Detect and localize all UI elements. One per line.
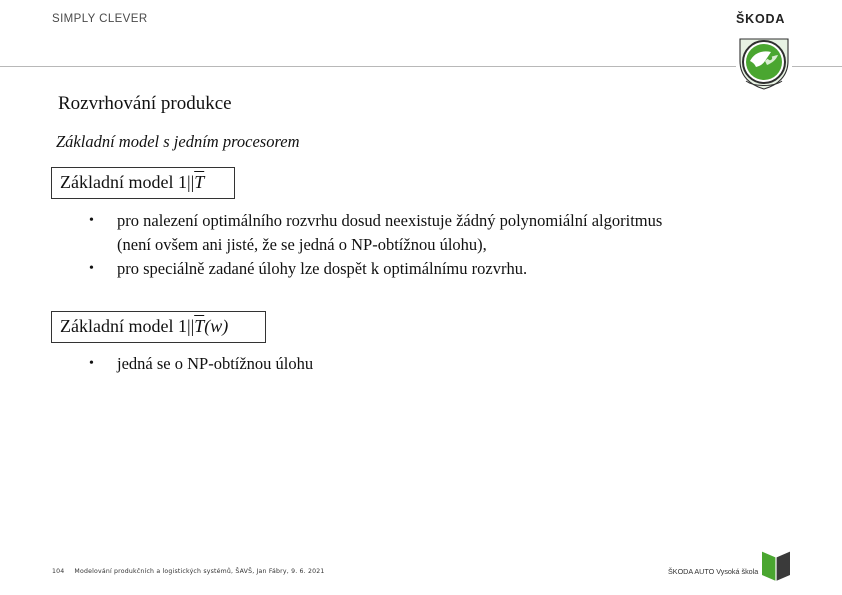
footer-citation-text: Modelování produkčních a logistických systémů, ŠAVŠ, Jan Fábry, 9. 6. 2021 (74, 568, 325, 575)
model-box-2-prefix: Základní model 1|| (60, 316, 195, 336)
bullet-list-2 (0, 352, 313, 376)
bullet-item-2 (0, 257, 662, 281)
bullet-dot-2: • (89, 261, 94, 276)
model-box-1-prefix: Základní model 1|| (60, 172, 195, 192)
skoda-wordmark: ŠKODA (736, 12, 786, 26)
footer-logo (758, 549, 794, 583)
bullet-dot-1: • (89, 213, 94, 228)
model-box-2-symbol: $\overline{T}$ (194, 316, 205, 336)
bullet-item-3 (0, 352, 313, 376)
bullet-item-1-line-2: (není ovšem ani jisté, že se jedná o NP-obtížnou úlohu), (117, 235, 487, 254)
bullet-list-1 (0, 209, 662, 281)
model-box-2 (51, 311, 266, 343)
header-divider (0, 66, 842, 67)
bullet-item-3-line-1: jedná se o NP-obtížnou úlohu (117, 354, 314, 373)
footer-brand: ŠKODA AUTO Vysoká škola (668, 567, 759, 576)
skoda-logo-icon (736, 31, 792, 93)
model-box-1-symbol: $\overline{T}$ (194, 172, 205, 192)
bullet-item-1 (0, 209, 662, 257)
bullet-dot-3: • (89, 356, 94, 371)
skoda-logo (736, 31, 792, 93)
model-box-2-argument: (w) (204, 316, 229, 336)
bullet-item-2-line-1: pro speciálně zadané úlohy lze dospět k optimálnímu rozvrhu. (117, 259, 528, 278)
page-title: Rozvrhování produkce (58, 93, 232, 114)
slide-subtitle: Základní model s jedním procesorem (56, 132, 300, 151)
school-logo-icon (758, 549, 794, 583)
footer-page-number: 104 (52, 568, 65, 575)
footer-citation (52, 568, 325, 575)
model-box-1 (51, 167, 235, 199)
bullet-item-1-line-1: pro nalezení optimálního rozvrhu dosud neexistuje žádný polynomiální algoritmus (117, 211, 663, 230)
simply-clever-tagline: SIMPLY CLEVER (52, 13, 148, 25)
